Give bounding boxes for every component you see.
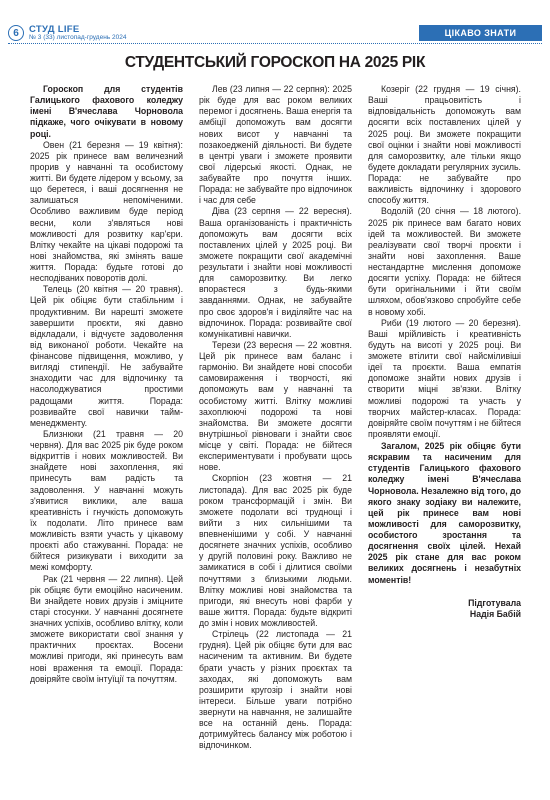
sign-libra: Терези (23 вересня — 22 жовтня. Цей рік принесе вам баланс і гармонію. Ви знайдете нові способи самовираження і творчості, які допоможуть вам у навчанні та особистому житті. Влітку можливі захоплюючі подорожі та нові знайомства. Ви зможете досягти внутрішньої рівноваги і знайти своє місце у світі. Порада: не бійтеся експериментувати і пробувати щось нове. [199,339,352,473]
issue-info: № 3 (33) листопад-грудень 2024 [29,33,127,41]
sign-gemini: Близнюки (21 травня — 20 червня). Для вас 2025 рік буде роком відкриттів і нових можливостей. Ви знайдете нові захоплення, які принесуть вам радість та задоволення. У навчанні можуть з'явитися виклики, але ваша креативність і гнучкість допоможуть їх подолати. Літо принесе вам можливість взяти участь у цікавому проєкті або стажуванні. Порада: не бійтеся ризикувати і виходити за межі комфорту. [30,428,183,573]
article-title: СТУДЕНТСЬКИЙ ГОРОСКОП НА 2025 РІК [124,54,426,71]
rubric-label: ЦІКАВО ЗНАТИ [419,25,542,41]
sign-leo: Лев (23 липня — 22 серпня): 2025 рік буде для вас роком великих перемог і досягнень. Ваша енергія та амбіції допоможуть вам досягти нових висот у навчанні та позакоедженій діяльності. Ви будете в центрі уваги і зможете проявити свої лідерські якості. Однак, не забувайте про почуття інших. Порада: не забувайте про відпочинок і час для себе [199,84,352,206]
author-name: Надія Бабій [469,608,521,619]
column-3 [368,84,521,620]
sign-cancer: Рак (21 червня — 22 липня). Цей рік обіцяє бути емоційно насиченим. Ви знайдете нових друзів і зміцните старі стосунки. У навчанні досягнете значних успіхів, особливо влітку, коли зможете використати свої знання у практичних проєктах. Восени можливі пригоди, які принесуть вам нові враження та емоції. Порада: довіряйте своїм інтуїції та почуттям. [30,573,183,684]
article-conclusion: Загалом, 2025 рік обіцяє бути яскравим та насиченим для студентів Галицького фахового коледжу імені В'ячеслава Чорновола. Незалежно від того, до якого знаку зодіаку ви належите, цей рік принесе вам нові можливості для саморозвитку, особистого зростання та досягнення своїх цілей. Нехай 2025 рік стане для вас роком великих досягнень і незабутніх моментів! [368,441,521,585]
sign-aries: Овен (21 березня — 19 квітня): 2025 рік принесе вам величезний прорив у навчанні та особистому житті. Ви будете лідером у всьому, за що беретеся, і ваші досягнення не залишаться непоміченими. Особливо важливим буде період весни, коли з'являться нові можливості для розвитку кар'єри. Влітку чекайте на цікаві подорожі та нові знайомства, які змінять ваше життя. Порада: будьте готові до несподіваних поворотів долі. [30,139,183,284]
sign-aquarius: Водолій (20 січня — 18 лютого). 2025 рік принесе вам багато нових ідей та можливостей. Ви зможете реалізувати свої творчі проєкти і знайти нові захоплення. Ваше нестандартне мислення допоможе досягти успіху. Порада: не бійтеся бути оригінальними і йти своїм шляхом, обов'язково спробуйте себе в новому хобі. [368,206,521,317]
byline-label: Підготувала [468,597,521,608]
article-lead: Гороскоп для студентів Галицького фахового коледжу імені В'ячеслава Чорновола підкаже, чого очікувати в новому році. [30,84,183,139]
byline [368,598,521,620]
publication-name: СТУД LIFE [29,24,80,35]
page-number: 6 [8,25,24,41]
header-divider [8,43,542,44]
column-2 [199,84,352,752]
column-1 [30,84,183,685]
sign-sagittarius: Стрілець (22 листопада — 21 грудня). Цей рік обіцяє бути для вас насиченим та активним. Ви будете брати участь у різних проєктах та заходах, які допоможуть вам розширити кругозір і знайти нові інтереси. Більше уваги потрібно звернути на навчання, не залишайте все на останній день. Порада: дотримуйтесь балансу між роботою і відпочинком. [199,629,352,751]
sign-capricorn: Козеріг (22 грудня — 19 січня). Ваші працьовитість і відповідальність допоможуть вам досягти всіх поставлених цілей у 2025 році. Ви зможете покращити свої оцінки і знайти нові можливості для саморозвитку, але тільки якщо будете докладати регулярних зусиль. Порада: не забувайте про важливість відпочинку і здорового способу життя. [368,84,521,206]
sign-scorpio: Скорпіон (23 жовтня — 21 листопада). Для вас 2025 рік буде роком трансформацій і змін. Ви зможете подолати всі труднощі і вийти з них сильнішими та впевненішими у собі. У навчанні досягнете значних успіхів, особливо у другій половині року. Важливо не замикатися в собі і ділитися своїми почуттями з близькими людьми. Влітку можливі нові знайомства та пригоди, які внесуть нові фарби у ваше життя. Порада: будьте відкриті до змін і нових можливостей. [199,473,352,628]
sign-taurus: Телець (20 квітня — 20 травня). Цей рік обіцяє бути стабільним і продуктивним. Ви нарешті зможете завершити проєкти, які давно відкладали, і відчуєте задоволення від виконаної роботи. Чекайте на фінансове підвищення, можливо, у вигляді стипендії. Не забувайте знаходити час для відпочинку та насолоджуватися простими радощами життя. Порада: розвивайте свої навички тайм-менеджменту. [30,284,183,428]
publication-header [29,25,126,42]
sign-virgo: Діва (23 серпня — 22 вересня). Ваша організованість і практичність допоможуть вам досягти всіх поставлених цілей у 2025 році. Ви зможете покращити свої академічні результати і знайти нові можливості для саморозвитку. Ви легко впораєтеся з будь-якими завданнями. Однак, не забувайте про своє здоров'я і виділяйте час на відпочинок. Порада: розвивайте свої комунікативні навички. [199,206,352,339]
sign-pisces: Риби (19 лютого — 20 березня). Ваші мрійливість і креативність будуть на висоті у 2025 році. Ви зможете втілити свої найсміливіші ідеї та проєкти. Ваша емпатія допоможе знайти нових друзів і створити міцні зв'язки. Влітку можливі подорожі та участь у творчих майстер-класах. Порада: довіряйте своїм почуттям і не бійтеся проявляти емоції. [368,317,521,439]
